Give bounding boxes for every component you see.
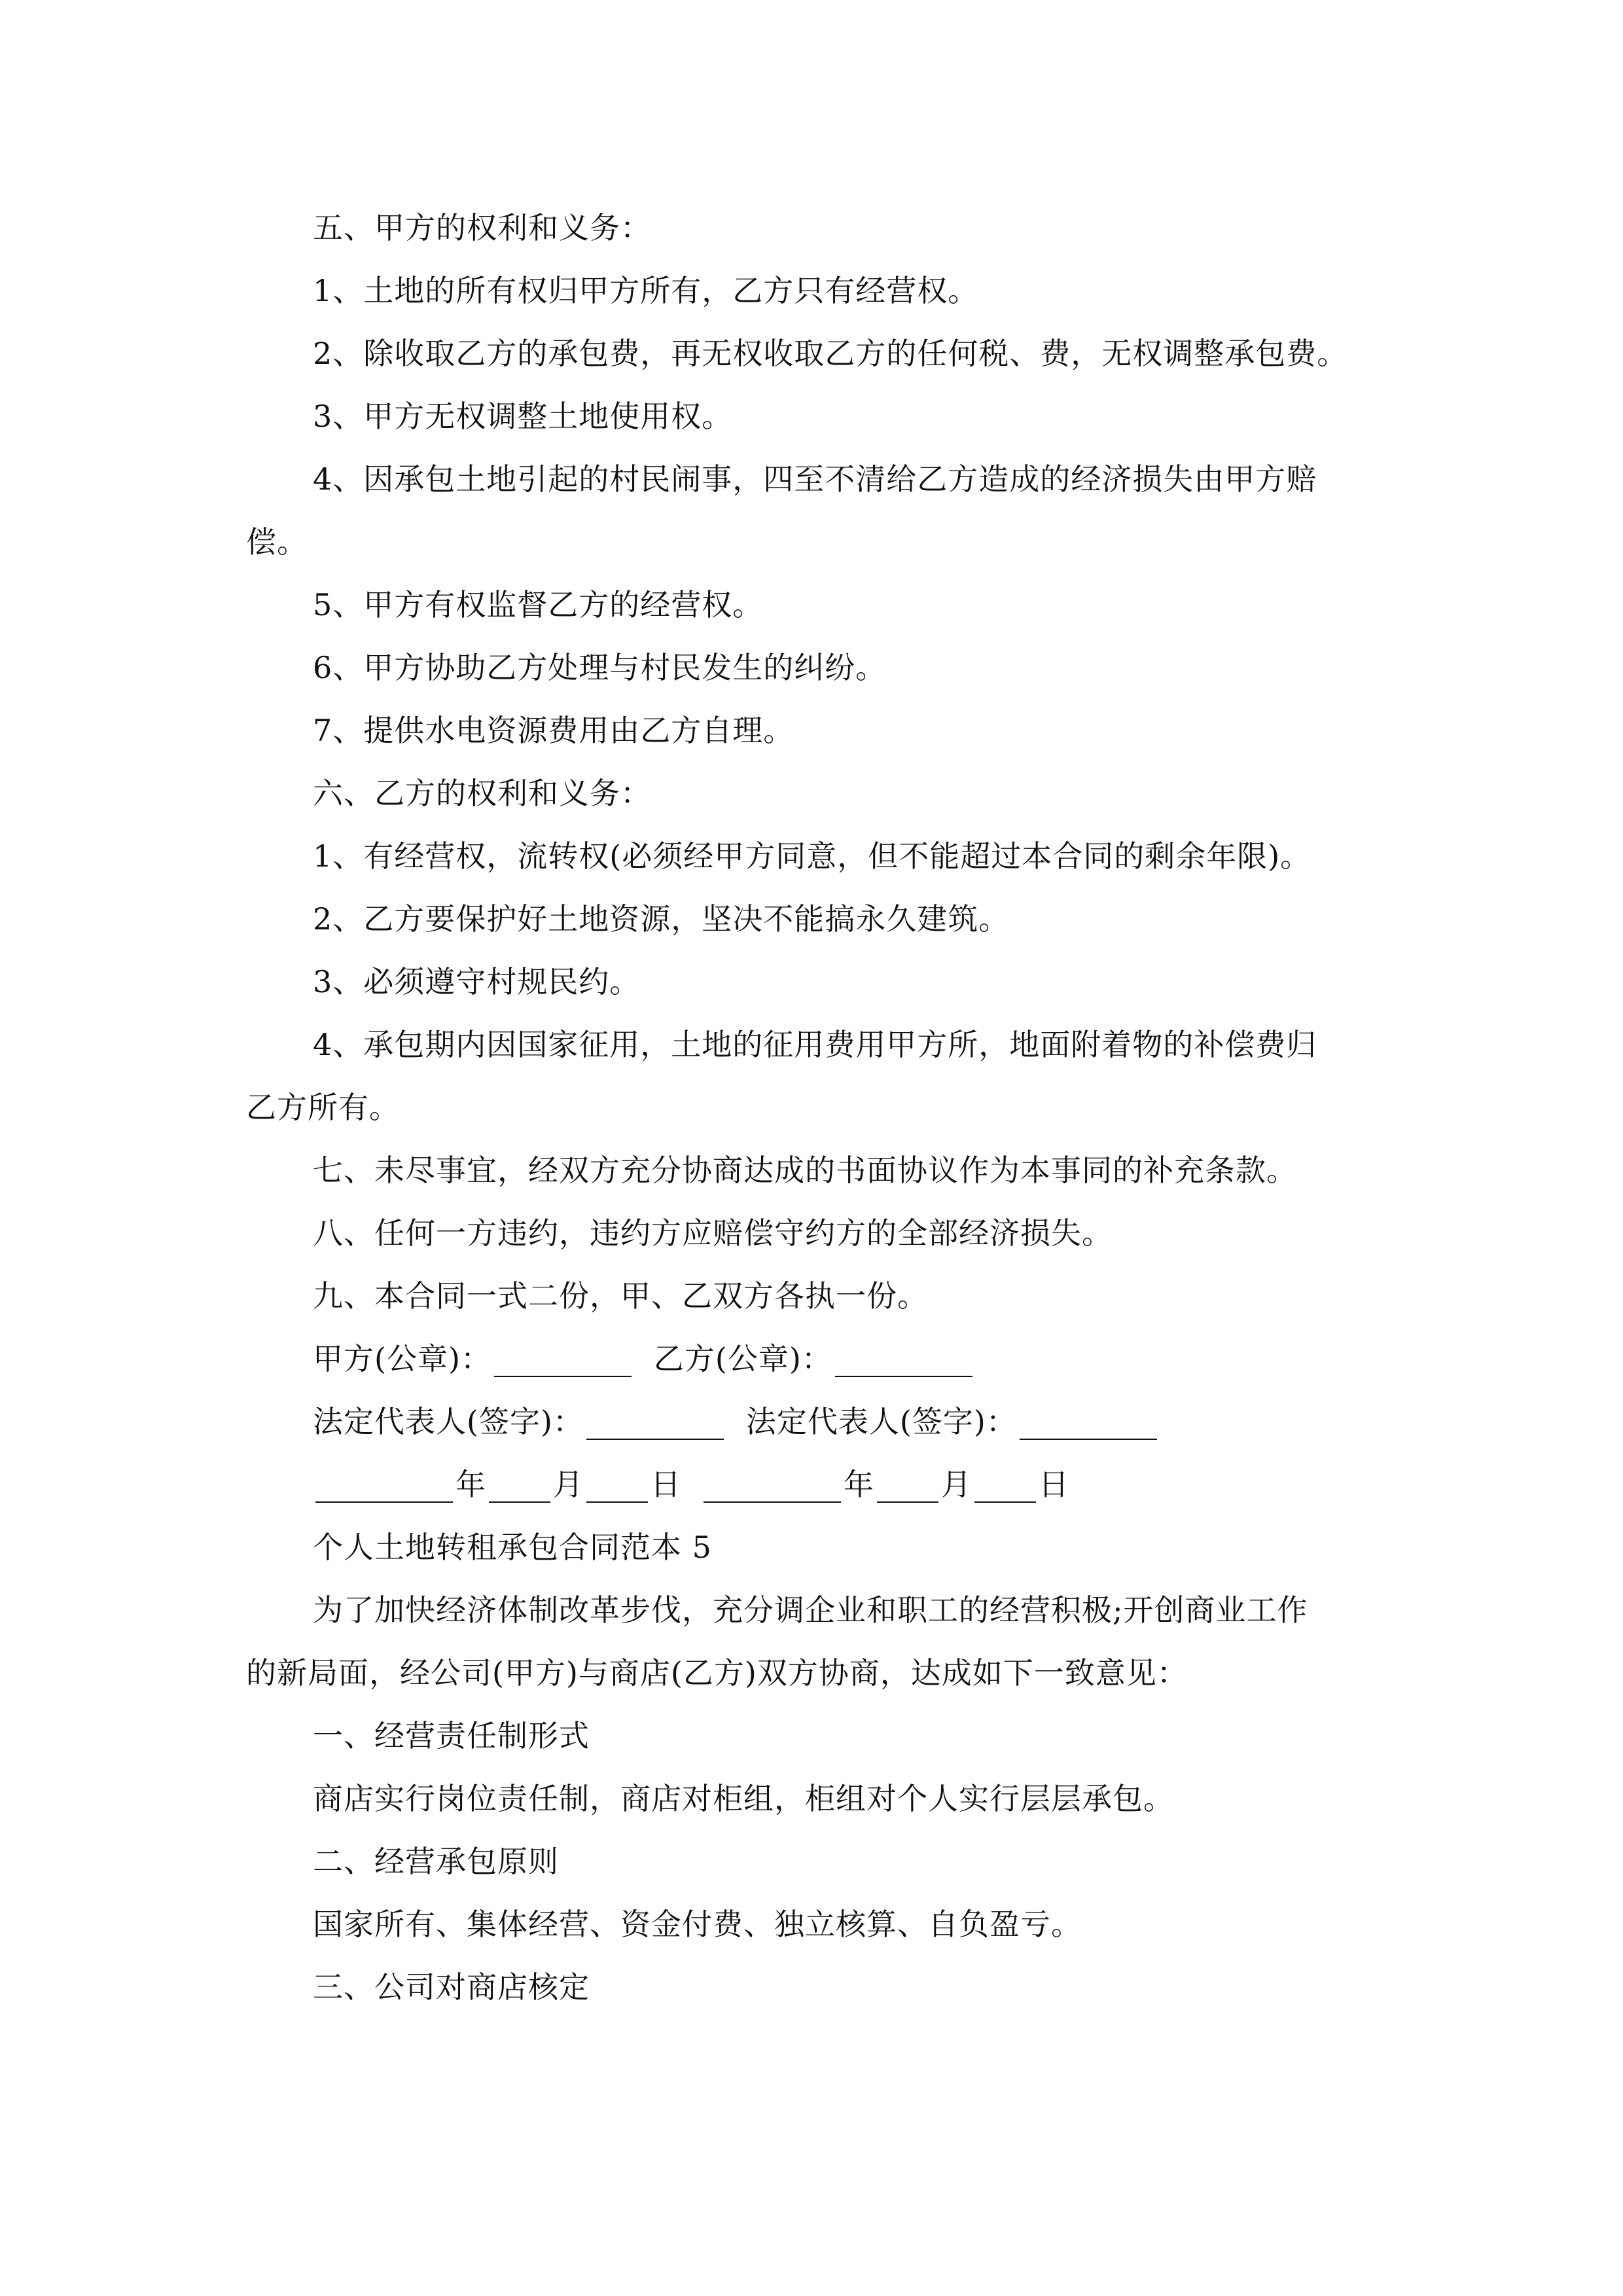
clause-a3: 3、甲方无权调整土地使用权。: [313, 399, 733, 434]
rep-a-blank: [586, 1410, 724, 1440]
clause-b2: 2、乙方要保护好土地资源，坚决不能搞永久建筑。: [313, 901, 1010, 937]
section-title: 个人土地转租承包合同范本 5: [313, 1530, 712, 1565]
clause-a7: 7、提供水电资源费用由乙方自理。: [313, 713, 794, 748]
date-a-year-blank: [315, 1473, 453, 1503]
clause-a4-cont: 偿。: [246, 524, 308, 560]
clause-a1: 1、土地的所有权归甲方所有，乙方只有经营权。: [313, 273, 979, 308]
party-b-seal-blank: [835, 1347, 972, 1377]
date-a-day-blank: [586, 1473, 648, 1503]
clause-eight: 八、任何一方违约，违约方应赔偿守约方的全部经济损失。: [313, 1215, 1113, 1251]
clause-nine: 九、本合同一式二份，甲、乙双方各执一份。: [313, 1278, 928, 1314]
date-a-month: 月: [553, 1467, 584, 1502]
section-intro: 为了加快经济体制改革步伐，充分调企业和职工的经营积极;开创商业工作: [313, 1592, 1308, 1628]
date-b-day: 日: [1039, 1467, 1069, 1502]
party-a-seal-blank: [494, 1347, 632, 1377]
heading-company-assessment: 三、公司对商店核定: [313, 1969, 590, 2005]
party-a-seal-label: 甲方(公章)：: [313, 1341, 491, 1376]
date-a-month-blank: [489, 1473, 550, 1503]
heading-contract-principle: 二、经营承包原则: [313, 1844, 559, 1879]
date-a-day: 日: [651, 1467, 681, 1502]
heading-party-b-rights: 六、乙方的权利和义务：: [313, 776, 651, 811]
seal-row: [313, 1340, 975, 1377]
party-b-seal-label: 乙方(公章)：: [653, 1341, 832, 1376]
clause-b4: 4、承包期内因国家征用，土地的征用费用甲方所，地面附着物的补偿费归: [313, 1027, 1317, 1062]
clause-a2: 2、除收取乙方的承包费，再无权收取乙方的任何税、费，无权调整承包费。: [313, 336, 1348, 371]
clause-b1: 1、有经营权，流转权(必须经甲方同意，但不能超过本合同的剩余年限)。: [313, 838, 1311, 874]
date-b-day-blank: [974, 1473, 1036, 1503]
date-b-year: 年: [844, 1467, 874, 1502]
date-b-year-blank: [704, 1473, 841, 1503]
clause-b4-cont: 乙方所有。: [246, 1090, 400, 1125]
clause-a6: 6、甲方协助乙方处理与村民发生的纠纷。: [313, 650, 887, 685]
heading-party-a-rights: 五、甲方的权利和义务：: [313, 210, 651, 245]
paragraph-contract-principle: 国家所有、集体经营、资金付费、独立核算、自负盈亏。: [313, 1907, 1082, 1942]
rep-b-blank: [1020, 1410, 1157, 1440]
heading-responsibility-form: 一、经营责任制形式: [313, 1718, 590, 1753]
rep-a-label: 法定代表人(签字)：: [313, 1404, 584, 1439]
date-b-month: 月: [941, 1467, 972, 1502]
clause-a4: 4、因承包土地引起的村民闹事，四至不清给乙方造成的经济损失由甲方赔: [313, 461, 1317, 497]
clause-a5: 5、甲方有权监督乙方的经营权。: [313, 587, 764, 622]
date-row: [313, 1466, 1069, 1503]
date-a-year: 年: [455, 1467, 486, 1502]
clause-seven: 七、未尽事宜，经双方充分协商达成的书面协议作为本事同的补充条款。: [313, 1153, 1297, 1188]
section-intro-cont: 的新局面，经公司(甲方)与商店(乙方)双方协商，达成如下一致意见：: [246, 1655, 1188, 1691]
paragraph-responsibility-form: 商店实行岗位责任制，商店对柜组，柜组对个人实行层层承包。: [313, 1781, 1174, 1816]
date-b-month-blank: [877, 1473, 938, 1503]
clause-b3: 3、必须遵守村规民约。: [313, 964, 641, 999]
rep-b-label: 法定代表人(签字)：: [745, 1404, 1017, 1439]
representative-row: [313, 1403, 1160, 1440]
